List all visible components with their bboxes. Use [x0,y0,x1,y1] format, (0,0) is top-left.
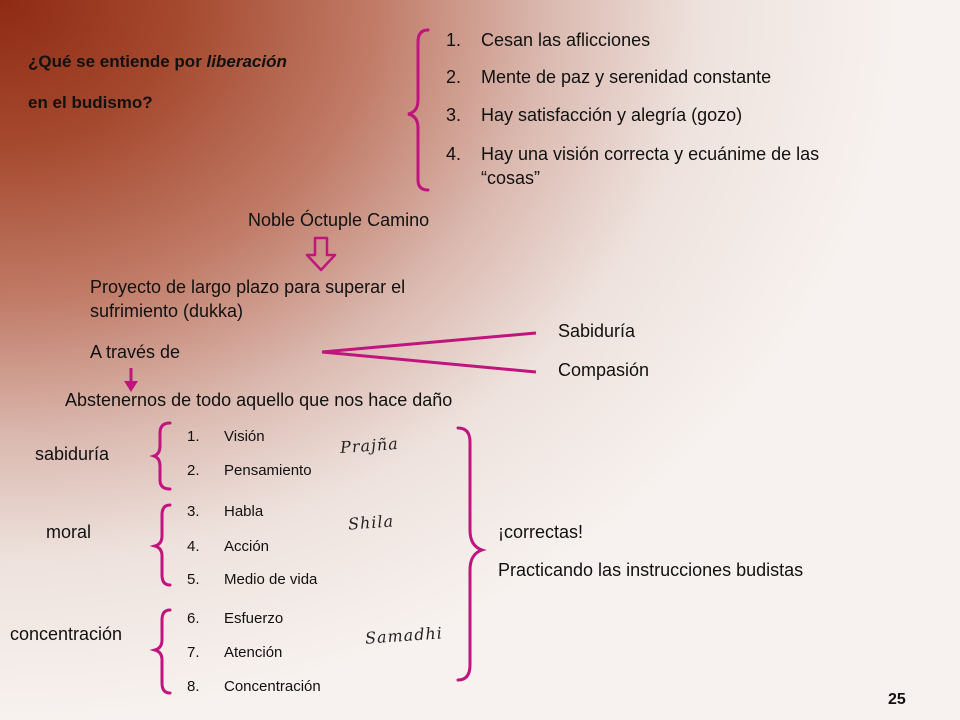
conclusion-correctas: ¡correctas! [498,522,584,542]
path-item-8-text: Concentración [224,678,321,695]
path-item-5-number: 5. [187,571,200,588]
pali-term-samadhi: Samadhi [364,623,444,648]
project-line-2: sufrimiento (dukka) [90,301,244,321]
liberation-item-2-text: Mente de paz y serenidad constante [481,67,772,87]
moral-brace [155,505,170,585]
question-emphasis: liberación [206,52,287,71]
group-label-sabiduria: sabiduría [35,444,110,464]
down-arrow-icon [307,238,335,270]
path-item-7-text: Atención [224,644,283,661]
path-item-7-number: 7. [187,644,200,661]
fork-line-sabiduria [322,333,536,352]
liberation-item-3-number: 3. [446,105,462,125]
path-item-4-number: 4. [187,538,200,555]
abstain-text: Abstenernos de todo aquello que nos hace daño [65,390,453,410]
path-item-2-text: Pensamiento [224,462,312,479]
path-item-1-number: 1. [187,428,200,445]
concentracion-brace [155,610,170,693]
path-item-5-text: Medio de vida [224,571,318,588]
conclusion-brace [458,428,482,680]
group-label-concentracion: concentración [10,624,123,644]
path-item-3-text: Habla [224,503,264,520]
liberation-item-4-text-continued: “cosas” [481,168,541,188]
sabiduria-brace [154,423,170,489]
through-label: A través de [90,342,181,362]
fork-line-compasion [322,352,536,372]
branch-sabiduria: Sabiduría [558,321,636,341]
group-label-moral: moral [46,522,92,542]
page-number: 25 [888,691,906,708]
liberation-item-1-number: 1. [446,30,462,50]
path-item-1-text: Visión [224,428,265,445]
question-line-2: en el budismo? [28,93,153,112]
question-line-1 [28,52,287,72]
path-item-4-text: Acción [224,538,270,555]
path-item-2-number: 2. [187,462,200,479]
liberation-item-4-number: 4. [446,144,462,164]
pali-term-prajna: Prajña [339,433,400,458]
liberation-item-2-number: 2. [446,67,462,87]
branch-compasion: Compasión [558,360,650,380]
path-item-3-number: 3. [187,503,200,520]
conclusion-practicando: Practicando las instrucciones budistas [498,560,804,580]
liberation-item-3-text: Hay satisfacción y alegría (gozo) [481,105,743,125]
path-item-6-text: Esfuerzo [224,610,284,627]
pali-term-shila: Shila [347,511,395,534]
project-line-1: Proyecto de largo plazo para superar el [90,277,406,297]
path-title: Noble Óctuple Camino [248,210,430,230]
liberation-item-1-text: Cesan las aflicciones [481,30,651,50]
path-item-6-number: 6. [187,610,200,627]
question-prefix: ¿Qué se entiende por [28,52,207,71]
liberation-list-brace [408,30,428,190]
liberation-item-4-text: Hay una visión correcta y ecuánime de las [481,144,820,164]
path-item-8-number: 8. [187,678,200,695]
